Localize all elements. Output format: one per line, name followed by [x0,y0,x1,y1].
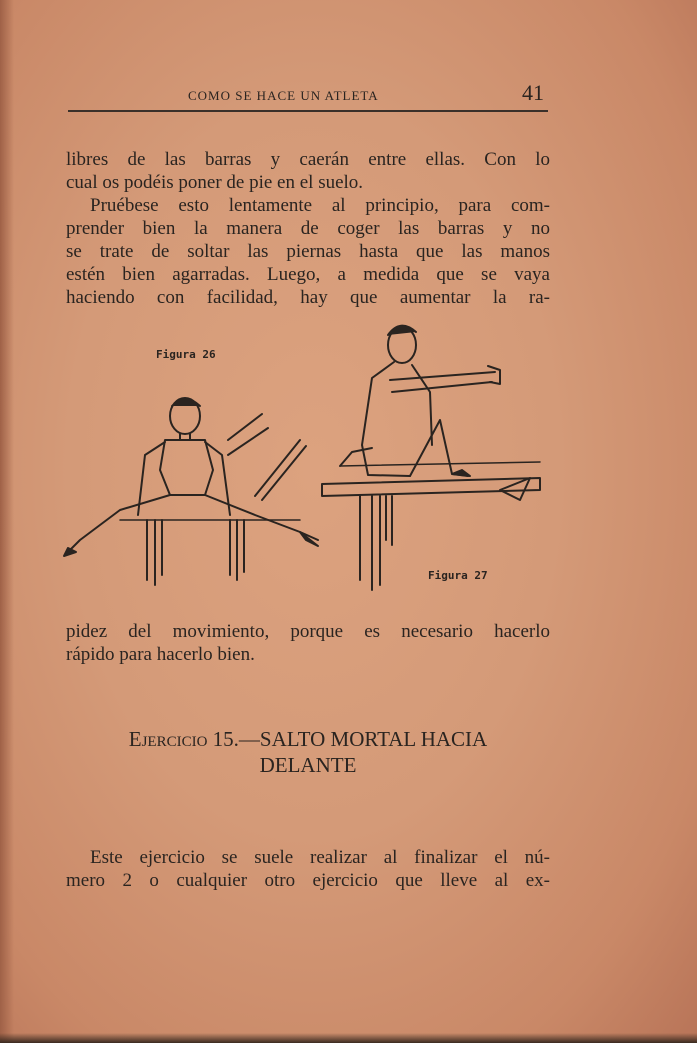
figure-27-drawing [322,326,540,590]
paragraph-3 [66,620,550,666]
text-line: cual os podéis poner de pie en el suelo. [66,172,364,193]
text-line: pidez del movimiento, porque es necesario hacerlo [66,621,550,642]
section-title-line-1: 15.—SALTO MORTAL HACIA [207,727,488,751]
figure-27-caption: Figura 27 [428,569,488,582]
section-heading [66,726,550,752]
text-line: estén bien agarradas. Luego, a medida que se vaya [66,264,550,285]
section-heading-cont [66,752,550,778]
text-line: Este ejercicio se suele realizar al finalizar el nú- [90,847,550,868]
text-line: rápido para hacerlo bien. [66,644,255,665]
text-line: se trate de soltar las piernas hasta que las manos [66,241,550,262]
text-line: mero 2 o cualquier otro ejercicio que lleve al ex- [66,870,550,891]
text-line: prender bien la manera de coger las barras y no [66,218,550,239]
running-title: COMO SE HACE UN ATLETA [188,88,379,103]
text-line: Pruébese esto lentamente al principio, para com- [90,195,550,216]
page-number: 41 [522,80,544,105]
section-title-line-2: DELANTE [259,753,357,777]
paragraph-4 [66,846,550,892]
figure-26-caption: Figura 26 [156,348,216,361]
figure-26-drawing [64,398,318,585]
text-line: haciendo con facilidad, hay que aumentar la ra- [66,287,550,308]
text-line: libres de las barras y caerán entre ellas. Con lo [66,149,550,170]
section-label: Ejercicio [128,727,208,751]
